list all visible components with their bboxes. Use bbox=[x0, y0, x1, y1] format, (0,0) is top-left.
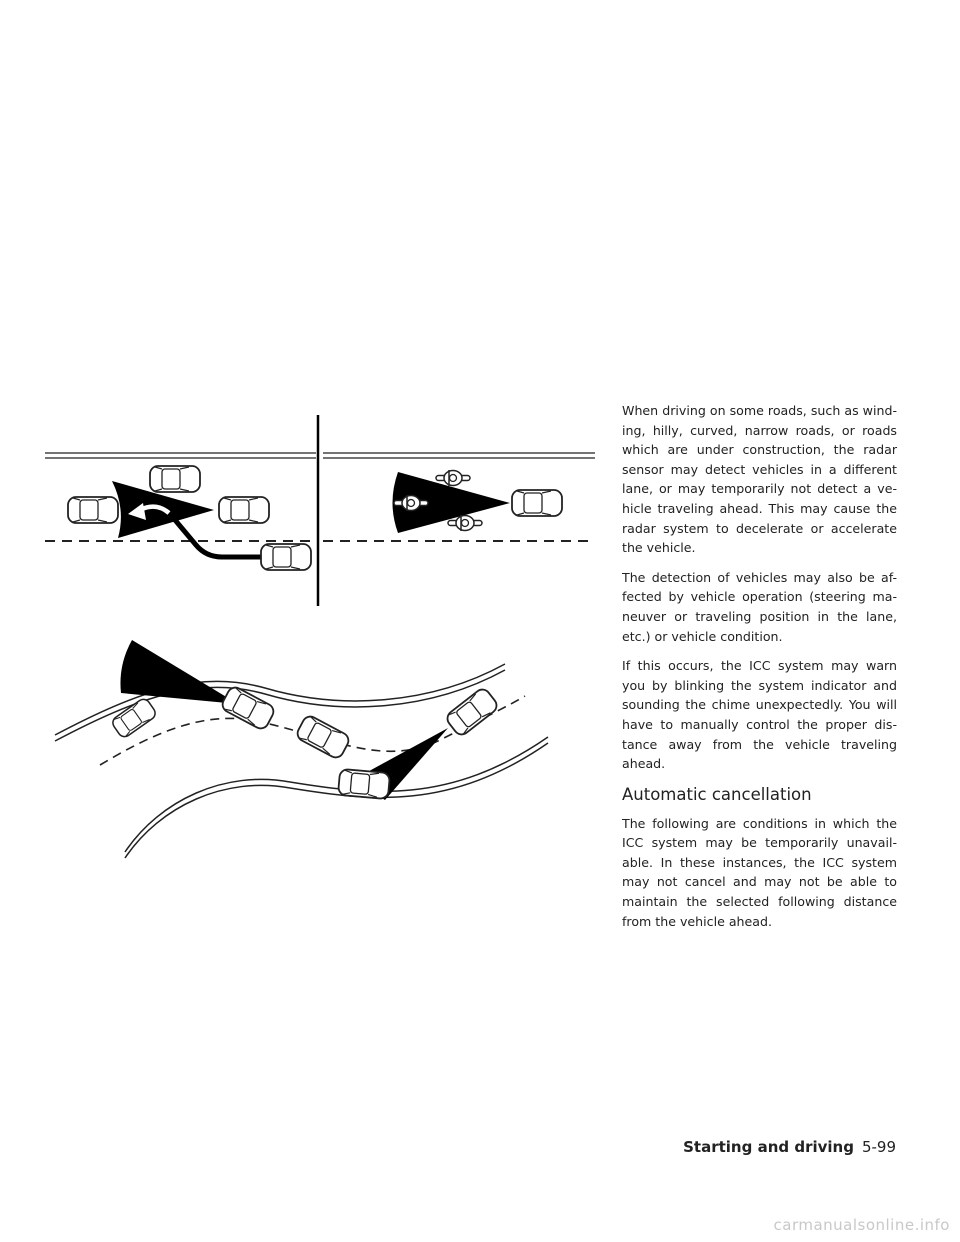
vehicle-curve-lower bbox=[338, 769, 390, 799]
page-footer bbox=[683, 1138, 896, 1156]
vehicle-with-radar bbox=[512, 490, 562, 516]
vehicle-curve-right bbox=[444, 686, 499, 737]
body-text bbox=[622, 401, 897, 941]
paragraph: If this occurs, the ICC system may warn you by blinking the system indicator and sounding the chime unexpectedly. You will have to manually control the proper dis-tance away from the vehicle traveling ahead. bbox=[622, 658, 897, 772]
vehicle-curve-left bbox=[110, 697, 157, 739]
lane-change-diagram bbox=[45, 453, 316, 570]
radar-beam bbox=[120, 640, 238, 704]
vehicle-rear-left bbox=[68, 497, 118, 523]
watermark: carmanualsonline.info bbox=[773, 1216, 950, 1234]
vehicle-lower-lane bbox=[261, 544, 311, 570]
vehicle-top-lane bbox=[150, 466, 200, 492]
section-heading: Automatic cancellation bbox=[622, 784, 812, 804]
paragraph: The following are conditions in which the ICC system may be temporarily unavail-able. In these instances, the ICC system may not cancel and may not be able to maintain the selected following distance from the vehicle ahead. bbox=[622, 815, 897, 929]
paragraph: The detection of vehicles may also be af-fected by vehicle operation (steering ma-neuver or traveling position in the lane, etc.) or vehicle condition. bbox=[622, 569, 897, 644]
radar-detection-illustration bbox=[0, 0, 600, 900]
vehicle-curve-middle bbox=[295, 714, 351, 760]
vehicle-merging-ahead bbox=[219, 497, 269, 523]
motorcycle-diagram bbox=[323, 453, 595, 541]
vehicle-curve-upper bbox=[220, 685, 276, 731]
page-number: 5-99 bbox=[861, 1138, 896, 1156]
motorcycle-upper bbox=[436, 470, 470, 486]
paragraph: When driving on some roads, such as wind-ing, hilly, curved, narrow roads, or roads which are under construction, the radar sensor may detect vehicles in a different lane, or may temporarily not detect a ve-hicle traveling ahead. This may cause the radar system to decelerate or accelerate the vehicle. bbox=[622, 403, 897, 556]
curved-road-diagram bbox=[55, 640, 548, 858]
footer-section-title: Starting and driving bbox=[683, 1138, 854, 1156]
